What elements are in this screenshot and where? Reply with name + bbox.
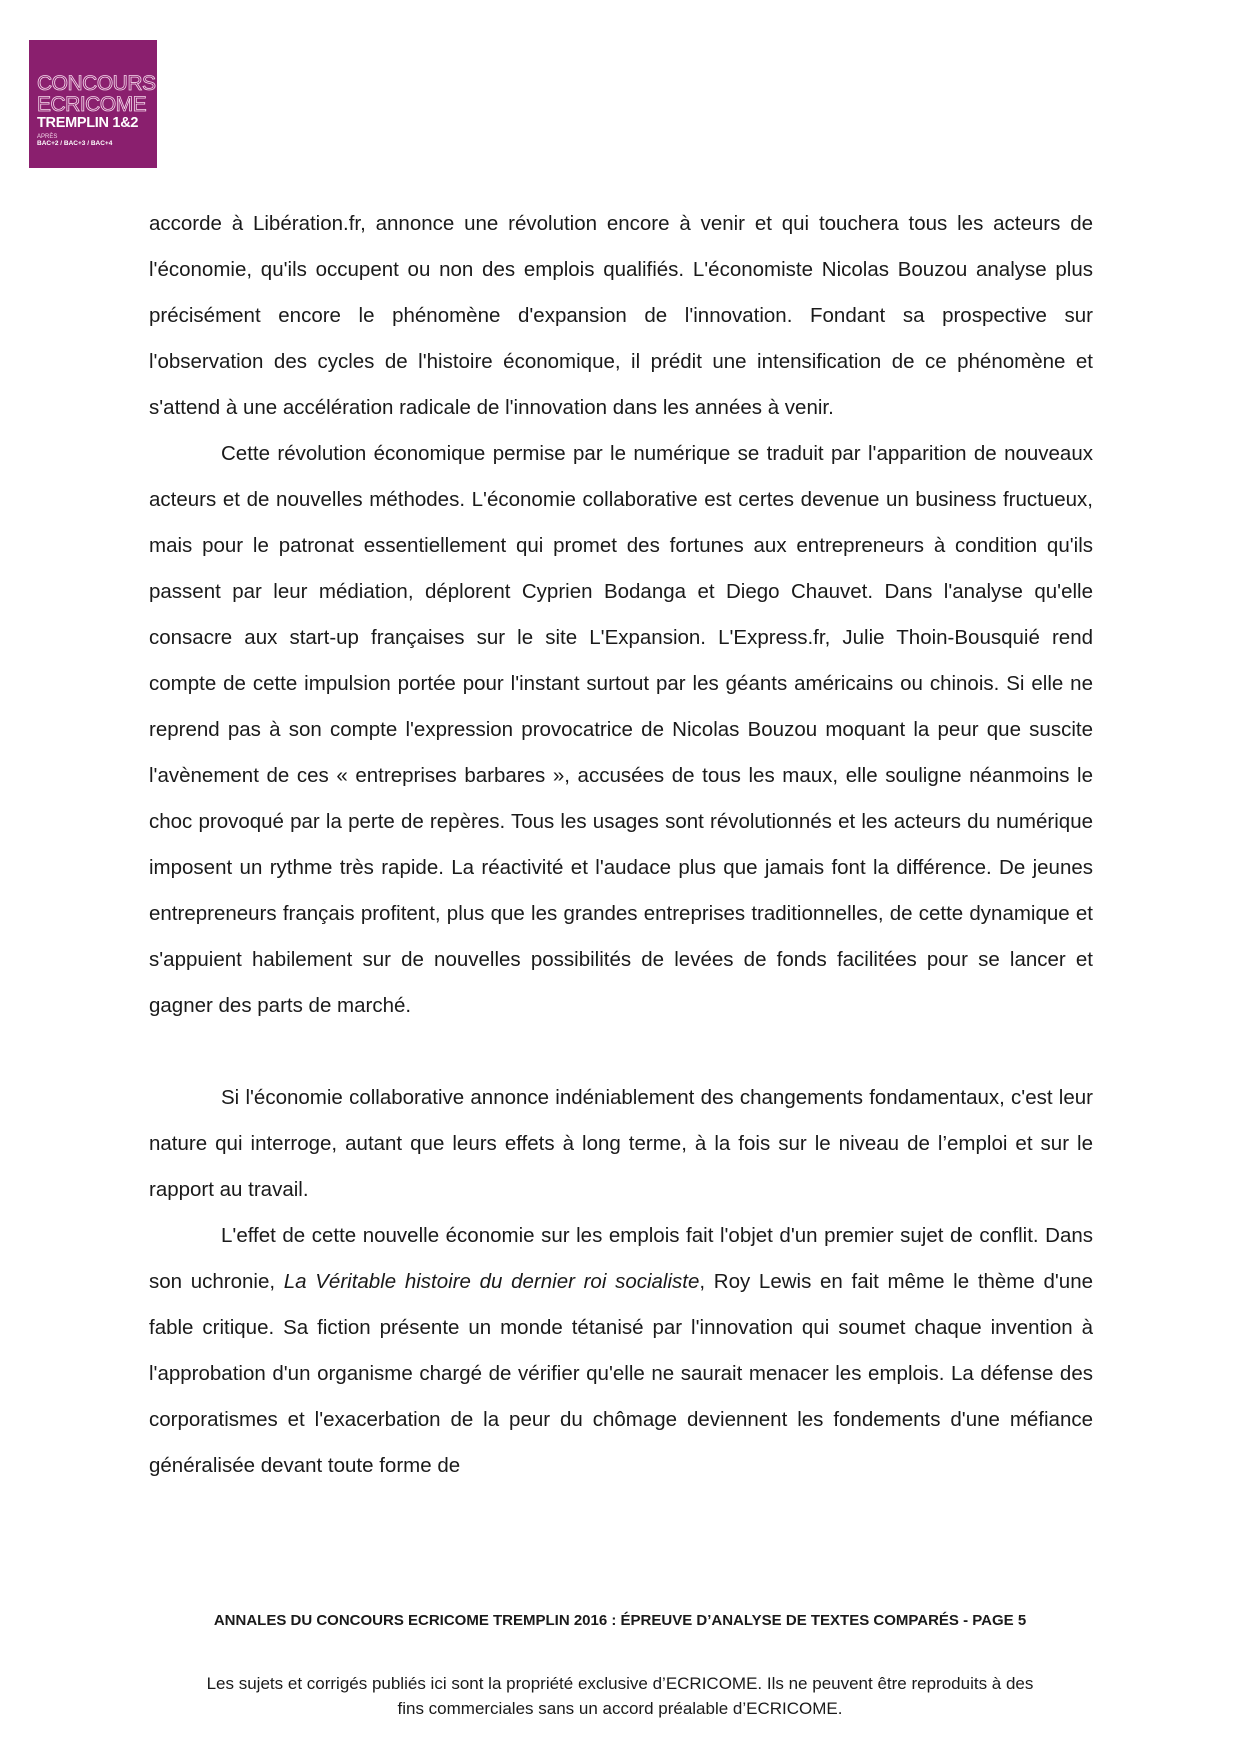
footer-copyright-note [120,1671,1120,1721]
paragraph-4-part-b: , Roy Lewis en fait même le thème d'une fable critique. Sa fiction présente un monde tétanisé par l'innovation qui soumet chaque invention à l'approbation d'un organisme chargé de vérifier qu'elle ne saurait menacer les emplois. La défense des corporatismes et l'exacerbation de la peur du chômage deviennent les fondements d'une méfiance généralisée devant toute forme de [149,1270,1093,1477]
logo-line-ecricome: ECRICOME [37,93,147,116]
logo-line-apres: APRÈS [37,133,58,140]
footer-note-line-1: Les sujets et corrigés publiés ici sont la propriété exclusive d’ECRICOME. Ils ne peuvent être reproduits à des [206,1674,1034,1693]
document-body [149,201,1093,1489]
paragraph-1: accorde à Libération.fr, annonce une révolution encore à venir et qui touchera tous les acteurs de l'économie, qu'ils occupent ou non des emplois qualifiés. L'économiste Nicolas Bouzou analyse plus précisément encore le phénomène d'expansion de l'innovation. Fondant sa prospective sur l'observation des cycles de l'histoire économique, il prédit une intensification de ce phénomène et s'attend à une accélération radicale de l'innovation dans les années à venir. [149,212,1093,419]
logo-line-concours: CONCOURS [37,72,156,95]
ecricome-logo [29,40,157,168]
logo-line-tremplin: TREMPLIN 1&2 [37,115,139,131]
paragraph-4 [149,1213,1093,1489]
paragraph-4-part-a: L'effet de cette nouvelle économie sur les emplois fait l'objet d'un premier sujet de conflit. Dans son uchronie, [149,1224,1093,1293]
logo-line-bac-levels: BAC+2 / BAC+3 / BAC+4 [37,139,113,147]
book-title: La Véritable histoire du dernier roi socialiste [283,1270,700,1293]
paragraph-2: Cette révolution économique permise par le numérique se traduit par l'apparition de nouveaux acteurs et de nouvelles méthodes. L'économie collaborative est certes devenue un business fructueux, mais pour le patronat essentiellement qui promet des fortunes aux entrepreneurs à condition qu'ils passent par leur médiation, déplorent Cyprien Bodanga et Diego Chauvet. Dans l'analyse qu'elle consacre aux start-up françaises sur le site L'Expansion. L'Express.fr, Julie Thoin-Bousquié rend compte de cette impulsion portée pour l'instant surtout par les géants américains ou chinois. Si elle ne reprend pas à son compte l'expression provocatrice de Nicolas Bouzou moquant la peur que suscite l'avènement de ces « entreprises barbares », accusées de tous les maux, elle souligne néanmoins le choc provoqué par la perte de repères. Tous les usages sont révolutionnés et les acteurs du numérique imposent un rythme très rapide. La réactivité et l'audace plus que jamais font la différence. De jeunes entrepreneurs français profitent, plus que les grandes entreprises traditionnelles, de cette dynamique et s'appuient habilement sur de nouvelles possibilités de levées de fonds facilitées pour se lancer et gagner des parts de marché. [149,442,1093,1017]
footer-note-line-2: fins commerciales sans un accord préalable d’ECRICOME. [397,1699,843,1718]
paragraph-3: Si l'économie collaborative annonce indéniablement des changements fondamentaux, c'est leur nature qui interroge, autant que leurs effets à long terme, à la fois sur le niveau de l’emploi et sur le rapport au travail. [149,1086,1093,1201]
footer-page-title: ANNALES DU CONCOURS ECRICOME TREMPLIN 2016 : ÉPREUVE D’ANALYSE DE TEXTES COMPARÉS - PAGE 5 [213,1612,1027,1629]
